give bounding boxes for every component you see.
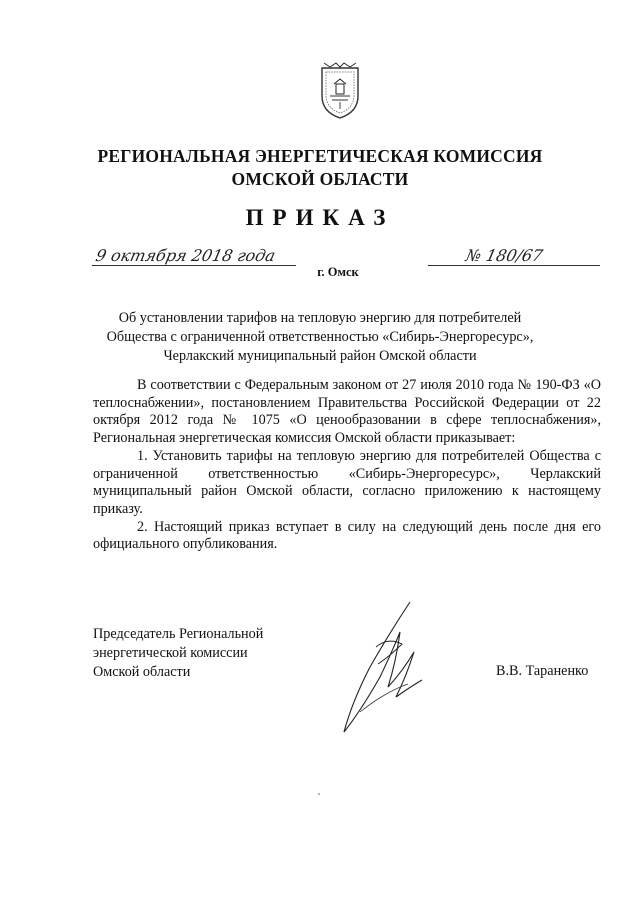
handwritten-order-number: № 180/67: [463, 246, 545, 265]
handwritten-date: 9 октября 2018 года: [93, 246, 278, 265]
signatory-title: [93, 625, 263, 682]
signatory-title-line: Омской области: [93, 664, 191, 680]
handwritten-signature: [330, 592, 440, 742]
preamble-paragraph: В соответствии с Федеральным законом от 27 июля 2010 года № 190-ФЗ «О теплоснабжении», постановлением Правительства Российской Федерации от 22 октября 2012 года № 1075 «О ценообразовании в сфере теплоснабжения», Региональная энергетическая комиссия Омской области приказывает:: [93, 377, 601, 447]
city-label: г. Омск: [317, 265, 359, 279]
subject-line: Общества с ограниченной ответственностью «Сибирь-Энергоресурс»,: [106, 329, 534, 345]
signatory-title-line: энергетической комиссии: [93, 645, 248, 661]
subject-line: Об установлении тарифов на тепловую энергию для потребителей: [118, 310, 522, 326]
signatory-name: В.В. Тараненко: [496, 663, 589, 679]
issuer-name-line2: ОМСКОЙ ОБЛАСТИ: [231, 169, 409, 189]
order-item-2: 2. Настоящий приказ вступает в силу на следующий день после дня его официального опубликования.: [93, 518, 601, 553]
subject-line: Черлакский муниципальный район Омской области: [163, 348, 477, 364]
signatory-title-line: Председатель Региональной: [93, 626, 264, 642]
order-body: [93, 377, 601, 554]
issuer-name-line1: РЕГИОНАЛЬНАЯ ЭНЕРГЕТИЧЕСКАЯ КОМИССИЯ: [97, 146, 543, 166]
order-item-1: 1. Установить тарифы на тепловую энергию для потребителей Общества с ограниченной ответственностью «Сибирь-Энергоресурс», Черлакский муниципальный район Омской области, согласно приложению к настоящему приказу.: [93, 447, 601, 517]
scan-speck: [318, 793, 320, 795]
order-subject: [0, 309, 640, 366]
document-type-title: ПРИКАЗ: [245, 205, 395, 230]
coat-of-arms-icon: [318, 62, 362, 120]
